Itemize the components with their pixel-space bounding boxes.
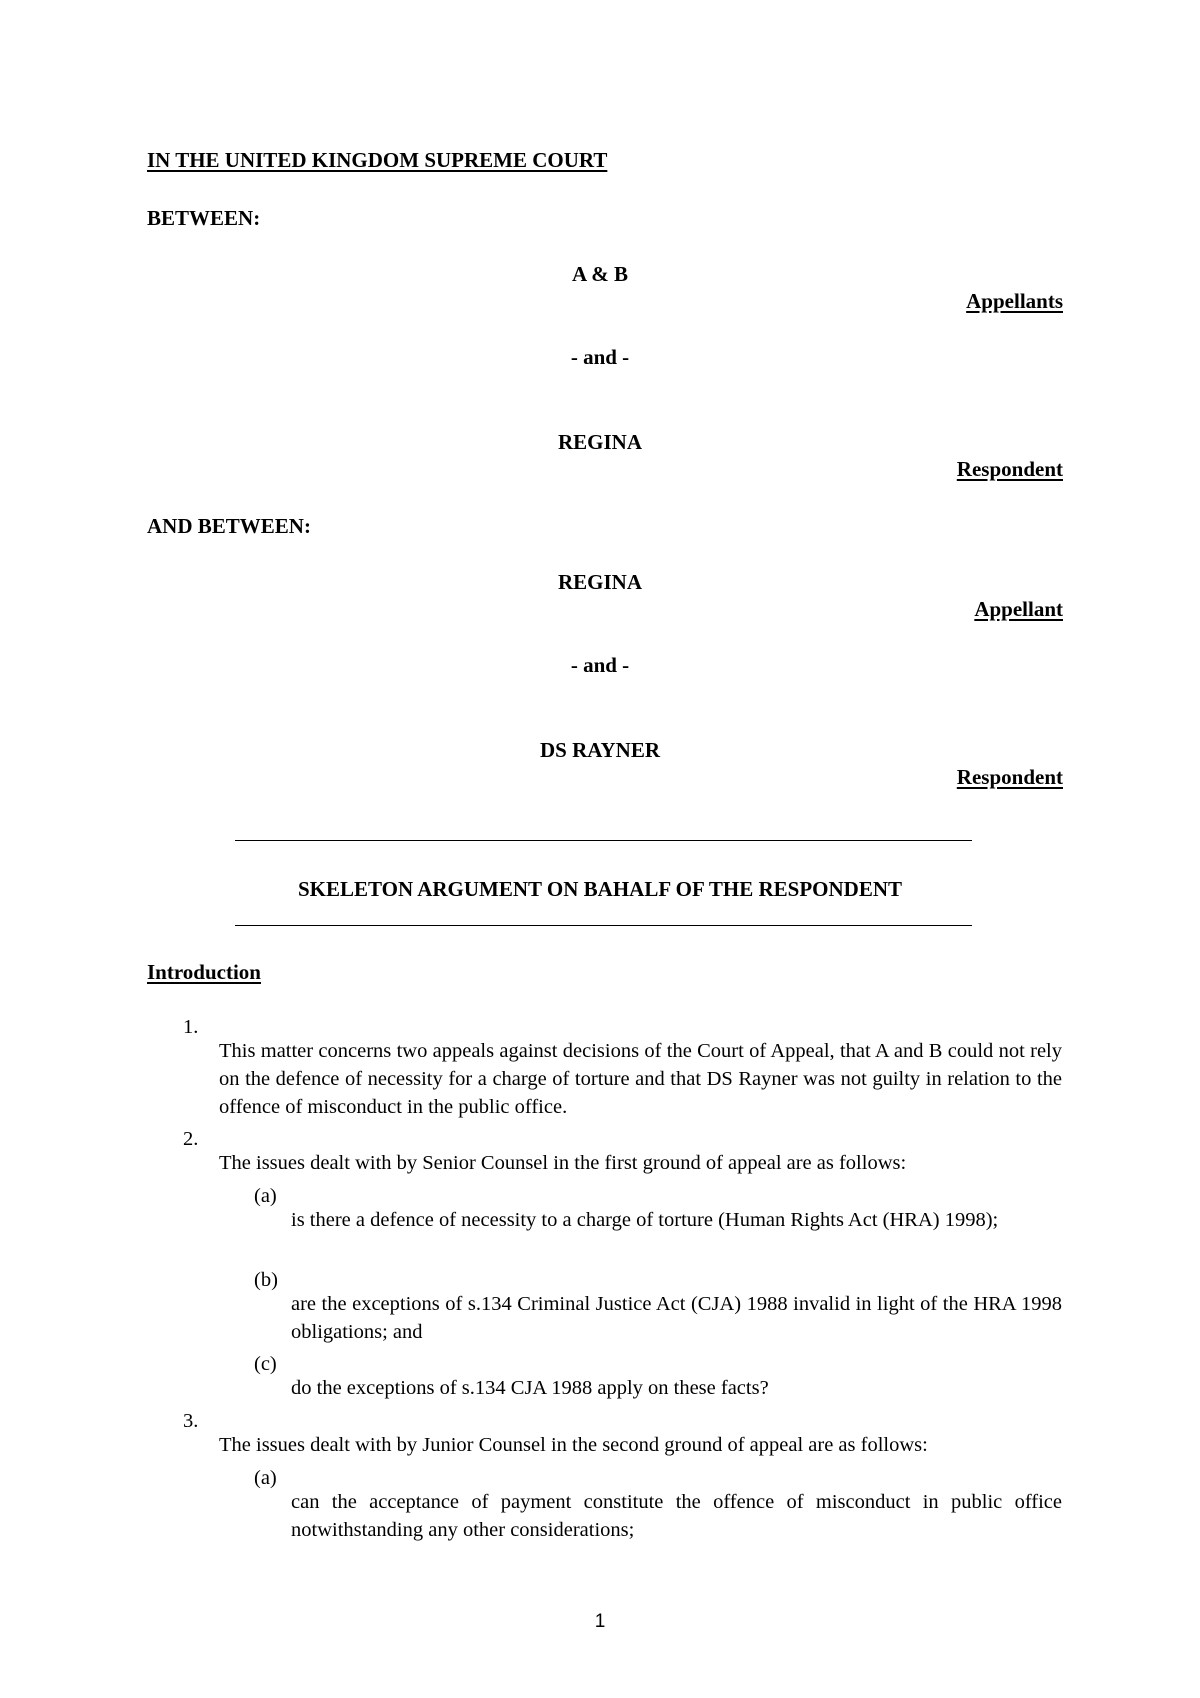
item-label: (c) (254, 1353, 277, 1375)
paragraph-number: 1. (183, 1016, 199, 1038)
case1-party2: REGINA (557, 430, 643, 454)
section-heading: Introduction (147, 960, 261, 984)
paragraph-1-text: This matter concerns two appeals against decisions of the Court of Appeal, that A and B could not rely on the defence of necessity for a charge of torture and that DS Rayner was not guilty in relation to the offence of misconduct in the public office. (219, 1039, 1062, 1118)
document-title: SKELETON ARGUMENT ON BAHALF OF THE RESPONDENT (297, 877, 903, 901)
paragraph-2-item-a: is there a defence of necessity to a charge of torture (Human Rights Act (HRA) 1998); (291, 1208, 999, 1231)
case2-party1-role: Appellant (974, 597, 1063, 621)
case1-and: - and - (570, 345, 630, 369)
case1-party2-role: Respondent (956, 457, 1063, 481)
case1-party1-role: Appellants (966, 289, 1063, 313)
paragraph-2-text: The issues dealt with by Senior Counsel in the first ground of appeal are as follows: (219, 1151, 907, 1174)
title-rule-bottom (235, 925, 972, 926)
case2-party1: REGINA (557, 570, 643, 594)
paragraph-2-item-c: do the exceptions of s.134 CJA 1988 apply on these facts? (291, 1376, 769, 1399)
court-heading: IN THE UNITED KINGDOM SUPREME COURT (147, 148, 608, 172)
and-between-label: AND BETWEEN: (147, 514, 311, 538)
case2-party2: DS RAYNER (539, 738, 661, 762)
paragraph-number: 2. (183, 1128, 199, 1150)
paragraph-2-item-b: are the exceptions of s.134 Criminal Justice Act (CJA) 1988 invalid in light of the HRA 1998 obligations; and (291, 1292, 1062, 1343)
item-label: (b) (254, 1269, 278, 1291)
paragraph-number: 3. (183, 1410, 199, 1432)
item-label: (a) (254, 1185, 277, 1207)
paragraph-3-text: The issues dealt with by Junior Counsel in the second ground of appeal are as follows: (219, 1433, 928, 1456)
case2-and: - and - (570, 653, 630, 677)
between-label: BETWEEN: (147, 206, 261, 230)
paragraph-3-item-a: can the acceptance of payment constitute the offence of misconduct in public office notwithstanding any other considerations; (291, 1490, 1062, 1541)
case2-party2-role: Respondent (956, 765, 1063, 789)
page-number: 1 (594, 1611, 606, 1632)
case1-party1: A & B (571, 262, 629, 286)
item-label: (a) (254, 1467, 277, 1489)
title-rule-top (235, 840, 972, 841)
